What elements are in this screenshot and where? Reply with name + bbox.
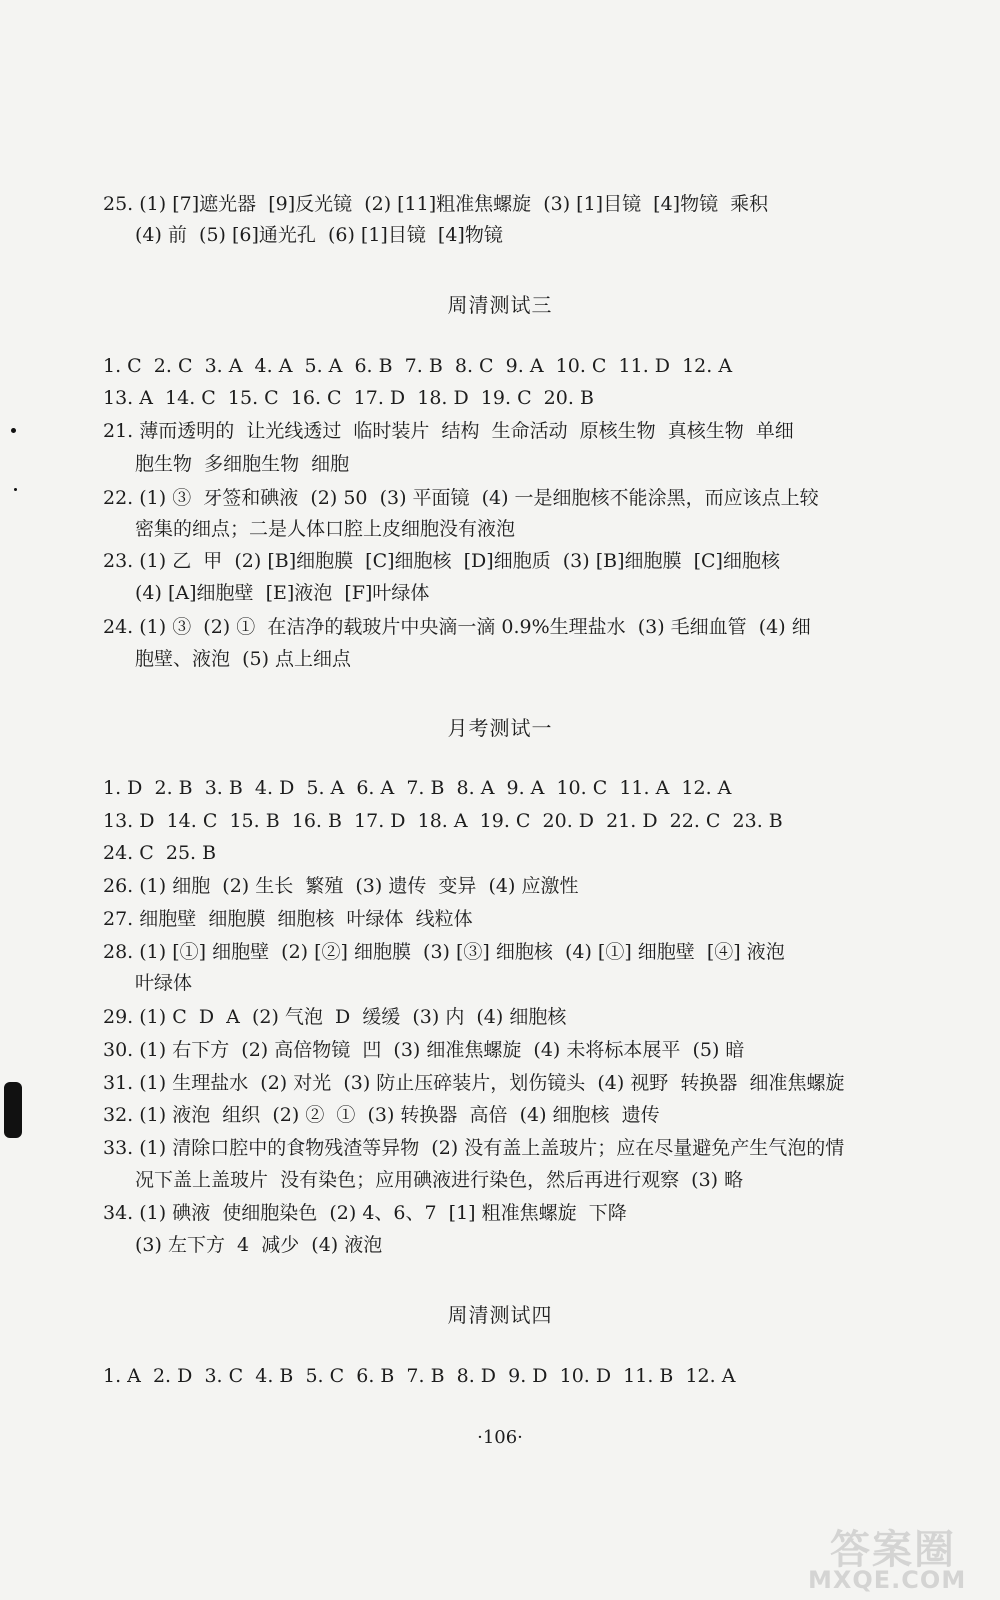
answer-line: 13. D 14. C 15. B 16. B 17. D 18. A 19. C 20. D 21. D 22. C 23. B [103,810,783,832]
answer-line: 34. (1) 碘液 使细胞染色 (2) 4、6、7 [1] 粗准焦螺旋 下降 [103,1202,627,1224]
answer-line: 27. 细胞壁 细胞膜 细胞核 叶绿体 线粒体 [103,908,473,930]
answer-line: 况下盖上盖玻片 没有染色；应用碘液进行染色，然后再进行观察 (3) 略 [135,1169,744,1191]
answer-line: 密集的细点；二是人体口腔上皮细胞没有液泡 [135,518,516,540]
answer-line: (3) 左下方 4 减少 (4) 液泡 [135,1234,383,1256]
watermark-logo-text: 答案圈 [830,1526,956,1573]
answer-line: 21. 薄而透明的 让光线透过 临时装片 结构 生命活动 原核生物 真核生物 单细 [103,420,794,442]
answer-line: 24. (1) ③ (2) ① 在洁净的载玻片中央滴一滴 0.9%生理盐水 (3) 毛细血管 (4) 细 [103,616,811,638]
answer-line: (4) 前 (5) [6]通光孔 (6) [1]目镜 [4]物镜 [135,224,503,246]
answer-line: 胞壁、液泡 (5) 点上细点 [135,648,352,670]
answer-line: 13. A 14. C 15. C 16. C 17. D 18. D 19. C 20. B [103,387,594,409]
answer-line: (4) [A]细胞壁 [E]液泡 [F]叶绿体 [135,582,430,604]
answer-line: 33. (1) 清除口腔中的食物残渣等异物 (2) 没有盖上盖玻片；应在尽量避免产生气泡的情 [103,1137,845,1159]
answer-line: 28. (1) [①] 细胞壁 (2) [②] 细胞膜 (3) [③] 细胞核 (4) [①] 细胞壁 [④] 液泡 [103,941,785,963]
binding-mark [4,1082,22,1138]
answer-line: 29. (1) C D A (2) 气泡 D 缓缓 (3) 内 (4) 细胞核 [103,1006,567,1028]
answer-line: 1. C 2. C 3. A 4. A 5. A 6. B 7. B 8. C 9. A 10. C 11. D 12. A [103,355,733,377]
section-title: 月考测试一 [447,716,553,740]
answer-line: 1. D 2. B 3. B 4. D 5. A 6. A 7. B 8. A 9. A 10. C 11. A 12. A [103,777,732,799]
answer-line: 32. (1) 液泡 组织 (2) ② ① (3) 转换器 高倍 (4) 细胞核 遗传 [103,1104,660,1126]
answer-line: 24. C 25. B [103,842,217,864]
scan-speck [14,488,17,491]
scan-speck [11,428,16,433]
watermark-url: MXQE.COM [808,1566,967,1594]
answer-line: 30. (1) 右下方 (2) 高倍物镜 凹 (3) 细准焦螺旋 (4) 未将标本展平 (5) 暗 [103,1039,745,1061]
answer-line: 叶绿体 [135,972,193,994]
answer-line: 胞生物 多细胞生物 细胞 [135,453,350,475]
section-title: 周清测试四 [447,1303,553,1327]
page-number: ·106· [477,1427,523,1448]
answer-line: 31. (1) 生理盐水 (2) 对光 (3) 防止压碎装片，划伤镜头 (4) 视野 转换器 细准焦螺旋 [103,1072,845,1094]
answer-line: 25. (1) [7]遮光器 [9]反光镜 (2) [11]粗准焦螺旋 (3) [1]目镜 [4]物镜 乘积 [103,193,769,215]
answer-line: 23. (1) 乙 甲 (2) [B]细胞膜 [C]细胞核 [D]细胞质 (3) [B]细胞膜 [C]细胞核 [103,550,780,572]
watermark-logo [800,1518,980,1596]
answer-line: 26. (1) 细胞 (2) 生长 繁殖 (3) 遗传 变异 (4) 应激性 [103,875,579,897]
answer-line: 22. (1) ③ 牙签和碘液 (2) 50 (3) 平面镜 (4) 一是细胞核不能涂黑，而应该点上较 [103,487,819,509]
section-title: 周清测试三 [447,293,553,317]
answer-line: 1. A 2. D 3. C 4. B 5. C 6. B 7. B 8. D 9. D 10. D 11. B 12. A [103,1365,736,1387]
